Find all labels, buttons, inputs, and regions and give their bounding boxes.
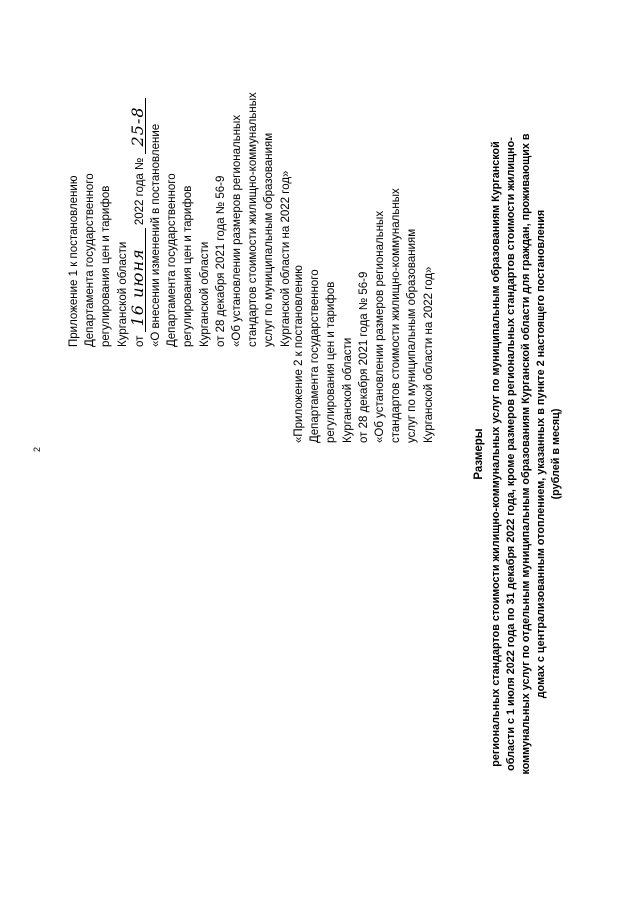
appendix-1-line: Департамента государственного: [166, 173, 179, 347]
appendix-2-header: [291, 188, 437, 443]
appendix-2-line: услуг по муниципальным образованиям: [406, 228, 419, 443]
date-year: 2022 года №: [133, 157, 146, 226]
date-prefix: от: [133, 335, 146, 347]
appendix-1-line: услуг по муниципальным образованиям: [263, 132, 276, 347]
appendix-1-line: от 28 декабря 2021 года № 56-9: [214, 175, 227, 347]
appendix-1-line: Курганской области: [116, 241, 129, 347]
appendix-1-header: [66, 92, 294, 347]
title-line: коммунальных услуг по отдельным муниципальным образованиям Курганской области для граждан, проживающих в: [520, 133, 532, 775]
appendix-2-line: Курганской области: [341, 337, 354, 443]
appendix-2-line: от 28 декабря 2021 года № 56-9: [357, 271, 370, 443]
title-line: домах с централизованным отоплением, указанных в пункте 2 настоящего постановления: [535, 209, 547, 699]
appendix-2-line: Департамента государственного: [309, 269, 322, 443]
page-number: 2: [32, 446, 42, 452]
title-line: региональных стандартов стоимости жилищно-коммунальных услуг по муниципальным образованиям Курганской: [490, 141, 502, 767]
appendix-1-line: регулирования цен и тарифов: [182, 185, 195, 347]
appendix-2-line: регулирования цен и тарифов: [325, 281, 338, 443]
appendix-1-line: регулирования цен и тарифов: [100, 185, 113, 347]
appendix-1-line: стандартов стоимости жилищно-коммунальных: [247, 92, 260, 347]
document-title: [472, 11, 564, 897]
title-heading: Размеры: [473, 428, 485, 480]
appendix-1-date-line: [127, 92, 148, 347]
appendix-2-line: стандартов стоимости жилищно-коммунальных: [390, 188, 403, 443]
handwritten-date: 16 июня: [131, 228, 146, 332]
appendix-1-line: «О внесении изменений в постановление: [150, 123, 163, 347]
appendix-2-line: «Приложение 2 к постановлению: [293, 265, 305, 443]
title-units: (рублей в месяц): [550, 408, 562, 500]
appendix-1-line: Курганской области на 2022 год»: [279, 170, 292, 347]
appendix-2-line: «Об установлении размеров региональных: [374, 210, 387, 443]
appendix-1-line: Департамента государственного: [84, 173, 97, 347]
handwritten-number: 25-8: [131, 98, 146, 154]
appendix-2-line: Курганской области на 2022 год»: [422, 266, 435, 443]
title-line: области с 1 июля 2022 года по 31 декабря 2022 года, кроме размеров региональных стандартов стоимости жилищно-: [505, 137, 517, 771]
appendix-1-line: «Об установлении размеров региональных: [231, 114, 244, 347]
appendix-1-line: Курганской области: [198, 241, 211, 347]
appendix-1-line: Приложение 1 к постановлению: [68, 175, 80, 347]
